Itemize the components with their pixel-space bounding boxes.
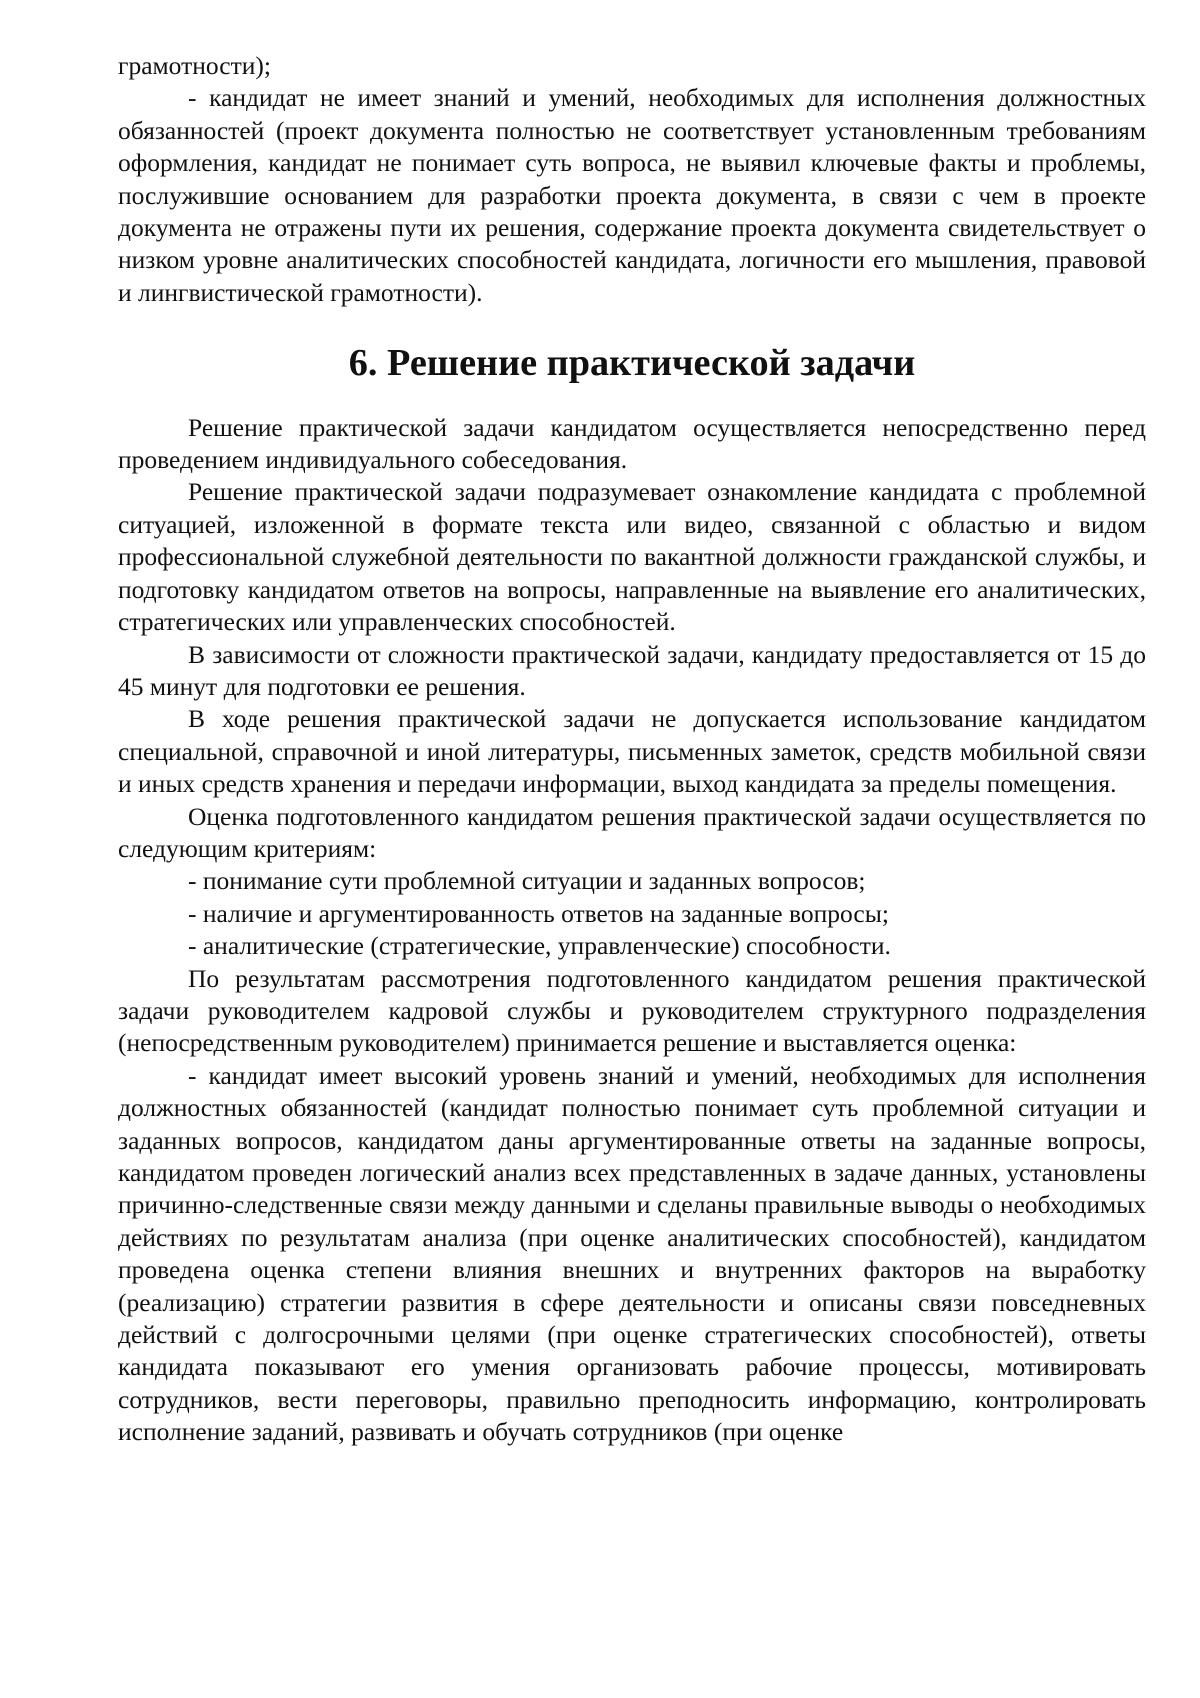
- criteria-item: - наличие и аргументированность ответов на заданные вопросы;: [188, 898, 889, 928]
- section-heading: 6. Решение практической задачи: [348, 342, 916, 385]
- criteria-item: - аналитические (стратегические, управленческие) способности.: [188, 931, 891, 961]
- paragraph-results: По результатам рассмотрения подготовленного кандидатом решения практической задачи руководителем кадровой службы и руководителем структурного подразделения (непосредственным руководителем) принимается решение и выставляется оценка:: [118, 963, 1146, 1058]
- bullet-no-knowledge: - кандидат не имеет знаний и умений, необходимых для исполнения должностных обязанностей (проект документа полностью не соответствует установленным требованиям оформления, кандидат не понимает суть вопроса, не выявил ключевые факты и проблемы, послужившие основанием для разработки проекта документа, в связи с чем в проекте документа не отражены пути их решения, содержание проекта документа свидетельствует о низком уровне аналитических способностей кандидата, логичности его мышления, правовой и лингвистической грамотности).: [118, 83, 1146, 307]
- bullet-high-level: - кандидат имеет высокий уровень знаний и умений, необходимых для исполнения должностных обязанностей (кандидат полностью понимает суть проблемной ситуации и заданных вопросов, кандидатом даны аргументированные ответы на заданные вопросы, кандидатом проведен логический анализ всех представленных в задаче данных, установлены причинно-следственные связи между данными и сделаны правильные выводы о необходимых действиях по результатам анализа (при оценке аналитических способностей), кандидатом проведена оценка степени влияния внешних и внутренних факторов на выработку (реализацию) стратегии развития в сфере деятельности и описаны связи повседневных действий с долгосрочными целями (при оценке стратегических способностей), ответы кандидата показывают его умения организовать рабочие процессы, мотивировать сотрудников, вести переговоры, правильно преподносить информацию, контролировать исполнение заданий, развивать и обучать сотрудников (при оценке: [118, 1060, 1146, 1447]
- paragraph-time-limit: В зависимости от сложности практической задачи, кандидату предоставляется от 15 до 45 минут для подготовки ее решения.: [118, 639, 1146, 701]
- paragraph-task-definition: Решение практической задачи подразумевает ознакомление кандидата с проблемной ситуацией, изложенной в формате текста или видео, связанной с областью и видом профессиональной служебной деятельности по вакантной должности гражданской службы, и подготовку кандидатом ответов на вопросы, направленные на выявление его аналитических, стратегических или управленческих способностей.: [118, 477, 1146, 637]
- paragraph-task-timing: Решение практической задачи кандидатом осуществляется непосредственно перед проведением индивидуального собеседования.: [118, 412, 1146, 475]
- document-page: [118, 50, 1146, 1449]
- continuation-text: грамотности);: [118, 51, 271, 80]
- paragraph-restrictions: В ходе решения практической задачи не допускается использование кандидатом специальной, справочной и иной литературы, письменных заметок, средств мобильной связи и иных средств хранения и передачи информации, выход кандидата за пределы помещения.: [118, 704, 1146, 799]
- paragraph-criteria-intro: Оценка подготовленного кандидатом решения практической задачи осуществляется по следующим критериям:: [118, 801, 1146, 863]
- criteria-item: - понимание сути проблемной ситуации и заданных вопросов;: [188, 866, 866, 896]
